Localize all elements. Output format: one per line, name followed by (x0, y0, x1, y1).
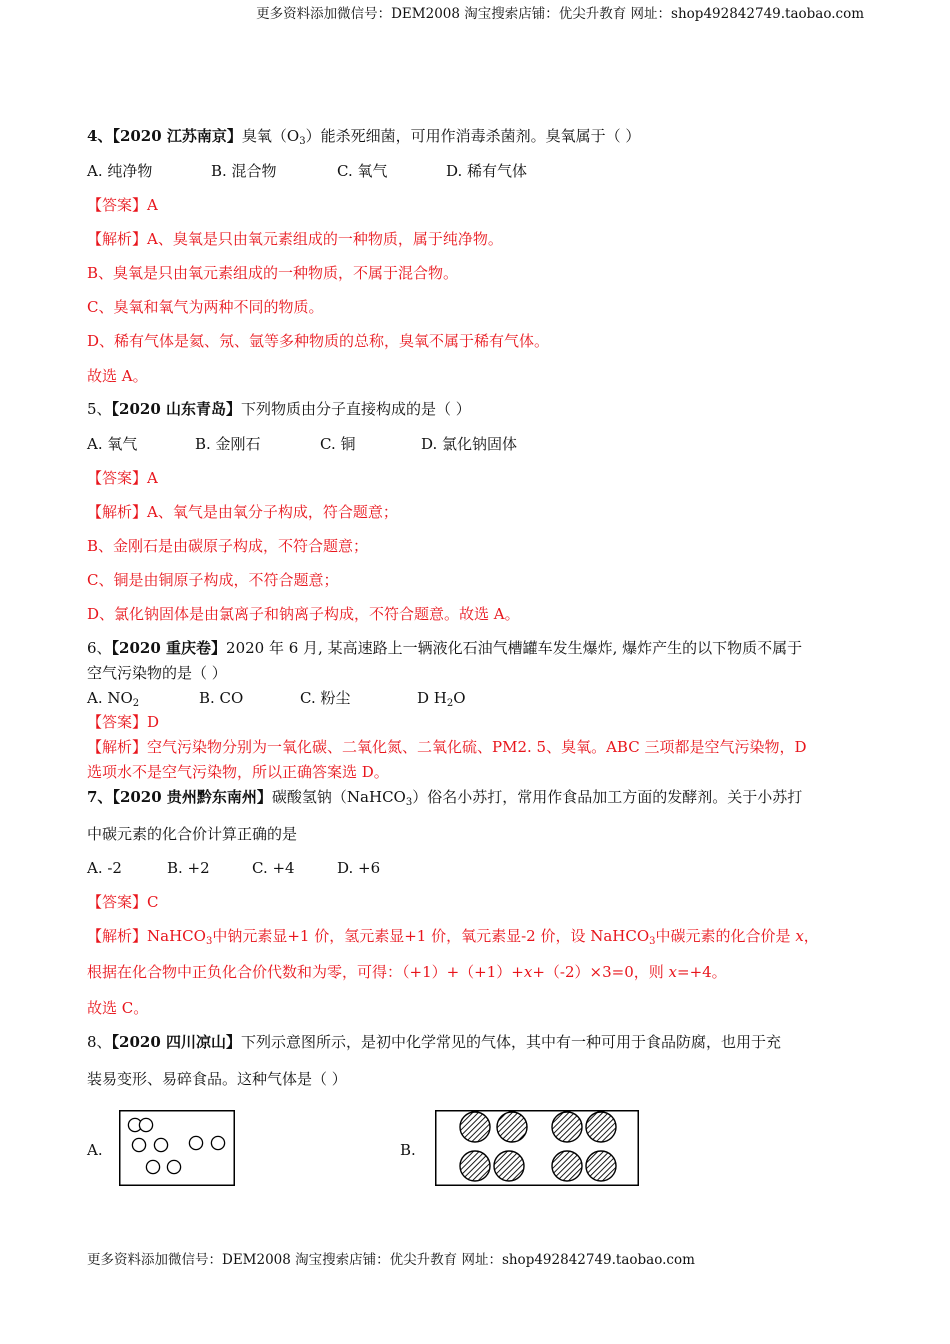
q8-number: 8、 (87, 1033, 112, 1051)
q6-stem-1: 6、【2020 重庆卷】2020 年 6 月, 某高速路上一辆液化石油气槽罐车发生爆炸, 爆炸产生的以下物质不属于 (87, 639, 803, 657)
q4-explain-3: C、臭氧和氧气为两种不同的物质。 (87, 298, 324, 316)
q4-option-a: A. 纯净物 (87, 162, 153, 180)
q7-options (87, 858, 380, 878)
q4-option-b: B. 混合物 (211, 162, 277, 180)
q7-answer: 【答案】C (87, 893, 159, 911)
q8-stem-2: 装易变形、易碎食品。这种气体是（ ） (87, 1070, 347, 1088)
q6-explain-2: 选项水不是空气污染物，所以正确答案选 D。 (87, 763, 389, 781)
q8-option-b-label: B. (400, 1141, 416, 1159)
q5-explain-3: C、铜是由铜原子构成，不符合题意； (87, 571, 339, 589)
q4-option-d: D. 稀有气体 (446, 162, 528, 180)
q6-explain-1: 【解析】空气污染物分别为一氧化碳、二氧化氮、二氧化硫、PM2. 5、臭氧。ABC 三项都是空气污染物，D (87, 738, 807, 756)
q5-answer: 【答案】A (87, 469, 158, 487)
q5-option-a: A. 氧气 (87, 435, 138, 453)
q7-explain-1: 【解析】NaHCO$_3$中钠元素显+1 价，氢元素显+1 价，氧元素显-2 价，设 NaHCO$_3$中碳元素的化合价是 x， (87, 927, 819, 947)
q4-stem: 4、【2020 江苏南京】臭氧$(O_3)$能杀死细菌，可用作消毒杀菌剂。臭氧属于（ ） (87, 127, 641, 147)
q4-explain-5: 故选 A。 (87, 367, 148, 385)
q6-stem-2: 空气污染物的是（ ） (87, 664, 227, 682)
q6-answer: 【答案】D (87, 713, 160, 731)
q8-option-b-diagram (435, 1110, 639, 1186)
q8-option-a-label: A. (87, 1141, 103, 1159)
q4-explain-4: D、稀有气体是氦、氖、氩等多种物质的总称，臭氧不属于稀有气体。 (87, 332, 550, 350)
q7-conclusion: 故选 C。 (87, 999, 149, 1017)
q4-explain-2: B、臭氧是只由氧元素组成的一种物质，不属于混合物。 (87, 264, 459, 282)
q5-options (87, 434, 517, 454)
q7-option-c: C. +4 (252, 859, 295, 877)
page-header: 更多资料添加微信号：DEM2008 淘宝搜索店铺：优尖升教育 网址：shop492842749.taobao.com (256, 6, 864, 22)
q4-explain-1: 【解析】A、臭氧是只由氧元素组成的一种物质，属于纯净物。 (87, 230, 503, 248)
q5-number: 5、 (87, 400, 112, 418)
q6-option-c: C. 粉尘 (300, 689, 351, 707)
q5-explain-1: 【解析】A、氧气是由氧分子构成，符合题意； (87, 503, 398, 521)
q5-explain-4: D、氯化钠固体是由氯离子和钠离子构成，不符合题意。故选 A。 (87, 605, 520, 623)
q6-option-a: A. $NO_2$ (87, 689, 140, 709)
q4-source: 【2020 江苏南京】 (112, 127, 242, 145)
q6-options (87, 688, 466, 708)
q7-option-d: D. +6 (337, 859, 381, 877)
q4-number: 4、 (87, 127, 113, 145)
q7-option-a: A. -2 (87, 859, 122, 877)
q8-source: 【2020 四川凉山】 (111, 1033, 242, 1051)
q7-stem-1: 7、【2020 贵州黔东南州】碳酸氢钠（NaHCO$_3$）俗名小苏打，常用作食品加工方面的发酵剂。关于小苏打 (87, 788, 803, 808)
q8-stem-1: 8、【2020 四川凉山】下列示意图所示，是初中化学常见的气体，其中有一种可用于食品防腐，也用于充 (87, 1033, 782, 1051)
q4-answer: 【答案】A (87, 196, 158, 214)
q7-stem-2: 中碳元素的化合价计算正确的是 (87, 825, 298, 843)
q4-options (87, 161, 527, 181)
q8-option-a-diagram (119, 1110, 235, 1186)
q5-stem: 5、【2020 山东青岛】下列物质由分子直接构成的是（ ） (87, 400, 471, 418)
q7-explain-2: 根据在化合物中正负化合价代数和为零，可得：（+1）+（+1）+x+（-2）×3=0，则 x=+4。 (87, 963, 727, 981)
q6-source: 【2020 重庆卷】 (111, 639, 227, 657)
q5-option-b: B. 金刚石 (195, 435, 261, 453)
q6-option-b: B. CO (199, 689, 244, 707)
q7-option-b: B. +2 (167, 859, 210, 877)
q7-number: 7、 (87, 788, 113, 806)
q5-option-d: D. 氯化钠固体 (421, 435, 518, 453)
q7-source: 【2020 贵州黔东南州】 (112, 788, 272, 806)
page-footer: 更多资料添加微信号：DEM2008 淘宝搜索店铺：优尖升教育 网址：shop492842749.taobao.com (87, 1252, 695, 1268)
q5-option-c: C. 铜 (320, 435, 356, 453)
q5-explain-2: B、金刚石是由碳原子构成，不符合题意； (87, 537, 369, 555)
q4-option-c: C. 氧气 (337, 162, 388, 180)
q6-number: 6、 (87, 639, 112, 657)
q5-source: 【2020 山东青岛】 (111, 400, 242, 418)
q6-option-d: D $H_2O$ (417, 689, 466, 709)
